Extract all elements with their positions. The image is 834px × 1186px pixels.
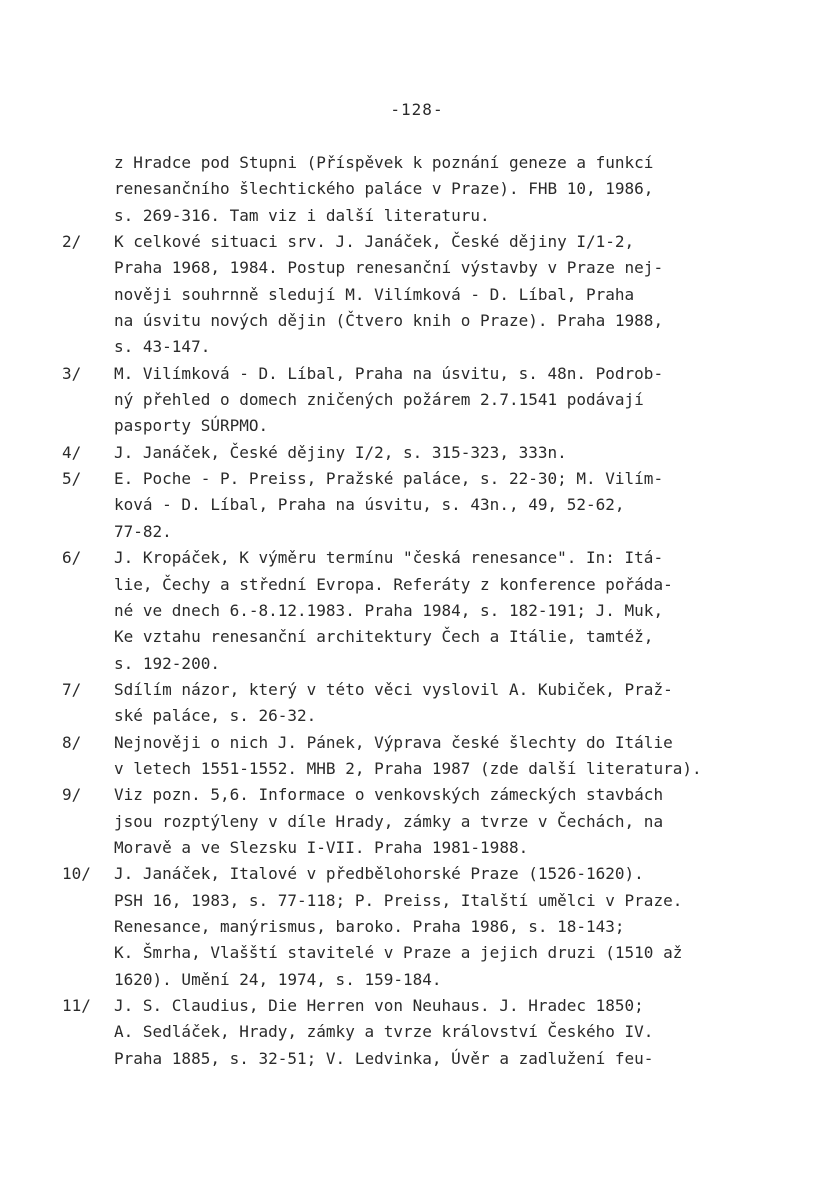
footnote-line: Moravě a ve Slezsku I-VII. Praha 1981-1988. [114, 837, 529, 857]
footnote [62, 730, 822, 783]
footnote-number [62, 150, 114, 229]
footnote-line: M. Vilímková - D. Líbal, Praha na úsvitu, s. 48n. Podrob- [114, 363, 664, 383]
footnote-line: s. 192-200. [114, 653, 220, 673]
footnote [62, 782, 822, 861]
footnote-number: 11/ [62, 996, 91, 1015]
footnote-line: E. Poche - P. Preiss, Pražské paláce, s. 22-30; M. Vilím- [114, 469, 664, 489]
footnote-number: 8/ [62, 732, 82, 752]
footnote-text [114, 150, 822, 229]
footnote-number: 5/ [62, 469, 82, 489]
footnote-number: 6/ [62, 548, 82, 568]
footnote-line: Renesance, manýrismus, baroko. Praha 1986, s. 18-143; [114, 916, 625, 936]
footnote-text [114, 361, 822, 440]
footnote [62, 545, 822, 677]
footnote-text [114, 861, 822, 993]
footnote-line: ková - D. Líbal, Praha na úsvitu, s. 43n., 49, 52-62, [114, 495, 625, 515]
page-number: -128- [390, 100, 444, 119]
footnote-line: PSH 16, 1983, s. 77-118; P. Preiss, Italští umělci v Praze. [114, 890, 683, 910]
footnote [62, 229, 822, 361]
footnote-line: renesančního šlechtického paláce v Praze). FHB 10, 1986, [114, 179, 654, 199]
footnote-text [114, 993, 822, 1072]
footnote-line: nověji souhrnně sledují M. Vilímková - D. Líbal, Praha [114, 284, 635, 304]
footnote-number: 9/ [62, 785, 82, 805]
footnote-line: Praha 1885, s. 32-51; V. Ledvinka, Úvěr a zadlužení feu- [114, 1048, 654, 1068]
footnote-line: na úsvitu nových dějin (Čtvero knih o Praze). Praha 1988, [114, 311, 664, 331]
footnote-line: K celkové situaci srv. J. Janáček, České dějiny I/1-2, [114, 232, 635, 252]
footnotes-list [62, 150, 822, 1072]
footnote-line: J. Kropáček, K výměru termínu "česká renesance". In: Itá- [114, 548, 664, 568]
footnote-line: Ke vztahu renesanční architektury Čech a Itálie, tamtéž, [114, 627, 654, 647]
footnote-line: né ve dnech 6.-8.12.1983. Praha 1984, s. 182-191; J. Muk, [114, 600, 664, 620]
footnote [62, 361, 822, 440]
footnote-number: 3/ [62, 363, 82, 383]
footnote-line: K. Šmrha, Vlašští stavitelé v Praze a jejich druzi (1510 až [114, 943, 683, 963]
footnote-text [114, 466, 822, 545]
footnote-line: s. 43-147. [114, 337, 211, 357]
footnote [62, 861, 822, 993]
footnote-number: 7/ [62, 679, 82, 699]
footnote-line: lie, Čechy a střední Evropa. Referáty z konference pořáda- [114, 574, 673, 594]
footnote-line: A. Sedláček, Hrady, zámky a tvrze království Českého IV. [114, 1022, 654, 1042]
footnote-line: J. S. Claudius, Die Herren von Neuhaus. J. Hradec 1850; [114, 996, 644, 1015]
footnote [62, 993, 822, 1072]
footnote-line: s. 269-316. Tam viz i další literaturu. [114, 205, 490, 225]
footnote [62, 677, 822, 730]
footnote-line: jsou rozptýleny v díle Hrady, zámky a tvrze v Čechách, na [114, 811, 664, 831]
footnote-number: 2/ [62, 232, 82, 252]
footnote-line: Praha 1968, 1984. Postup renesanční výstavby v Praze nej- [114, 258, 664, 278]
footnote-line: Nejnověji o nich J. Pánek, Výprava české šlechty do Itálie [114, 732, 673, 752]
footnote-line: ské paláce, s. 26-32. [114, 706, 317, 726]
footnote-line: 77-82. [114, 521, 172, 541]
footnote [62, 150, 822, 229]
footnote-number: 4/ [62, 442, 82, 462]
footnote-text [114, 782, 822, 861]
footnote-line: z Hradce pod Stupni (Příspěvek k poznání geneze a funkcí [114, 153, 654, 172]
footnote-line: pasporty SÚRPMO. [114, 416, 269, 436]
footnote-number: 10/ [62, 864, 91, 884]
footnote-line: J. Janáček, Italové v předbělohorské Praze (1526-1620). [114, 864, 644, 884]
footnote-text [114, 545, 822, 677]
footnote-text [114, 730, 822, 783]
footnote-line: Viz pozn. 5,6. Informace o venkovských zámeckých stavbách [114, 785, 664, 805]
footnote-line: v letech 1551-1552. MHB 2, Praha 1987 (zde další literatura). [114, 758, 702, 778]
footnote-line: 1620). Umění 24, 1974, s. 159-184. [114, 969, 442, 989]
footnote-line: ný přehled o domech zničených požárem 2.7.1541 podávají [114, 390, 644, 410]
footnote-text [114, 440, 822, 466]
footnote-line: J. Janáček, České dějiny I/2, s. 315-323, 333n. [114, 442, 567, 462]
footnote-text [114, 229, 822, 361]
footnote [62, 440, 822, 466]
footnote [62, 466, 822, 545]
footnote-line: Sdílím názor, který v této věci vyslovil A. Kubiček, Praž- [114, 679, 673, 699]
footnote-text [114, 677, 822, 730]
